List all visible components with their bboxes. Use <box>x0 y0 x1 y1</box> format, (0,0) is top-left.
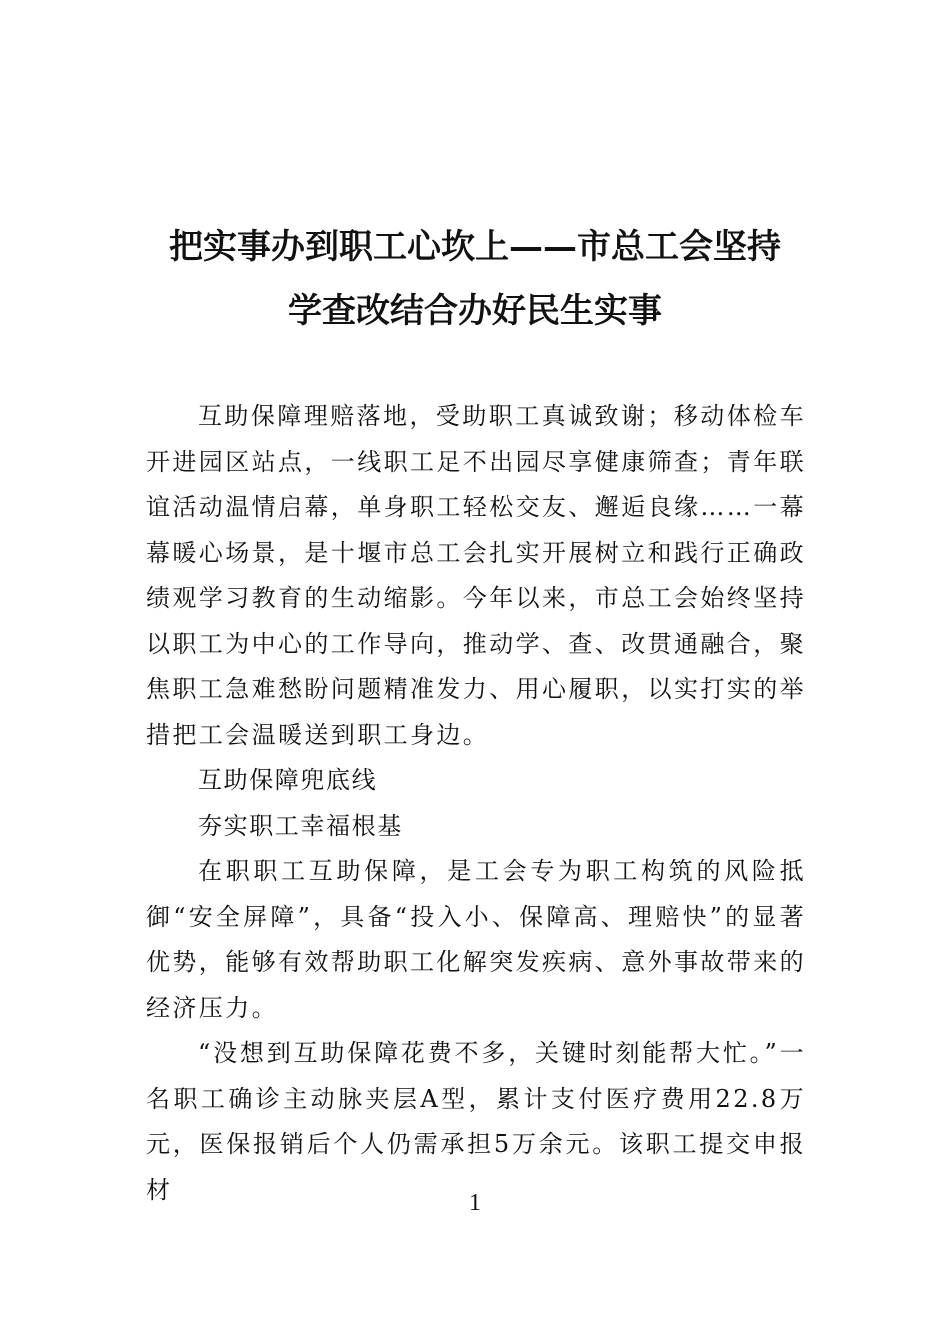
document-title <box>146 215 804 343</box>
body-paragraph-intro: 互助保障理赔落地，受助职工真诚致谢；移动体检车开进园区站点，一线职工足不出园尽享健康筛查；青年联谊活动温情启幕，单身职工轻松交友、邂逅良缘……一幕幕暖心场景，是十堰市总工会扎实开展树立和践行正确政绩观学习教育的生动缩影。今年以来，市总工会始终坚持以职工为中心的工作导向，推动学、查、改贯通融合，聚焦职工急难愁盼问题精准发力、用心履职，以实打实的举措把工会温暖送到职工身边。 <box>146 402 806 749</box>
section-heading-line-1: 互助保障兜底线 <box>198 766 378 794</box>
section-heading-line-2: 夯实职工幸福根基 <box>198 811 403 840</box>
title-line-1: 把实事办到职工心坎上——市总工会坚持 <box>169 226 781 267</box>
body-paragraph-case: “没想到互助保障花费不多，关键时刻能帮大忙。”一名职工确诊主动脉夹层A型，累计支付医疗费用22.8万元，医保报销后个人仍需承担5万余元。该职工提交申报材 <box>146 1039 806 1204</box>
document-body <box>146 394 806 1213</box>
title-line-2: 学查改结合办好民生实事 <box>288 290 662 331</box>
page-number: 1 <box>469 1190 481 1216</box>
body-paragraph-mutual-aid: 在职职工互助保障，是工会专为职工构筑的风险抵御“安全屏障”，具备“投入小、保障高、理赔快”的显著优势，能够有效帮助职工化解突发疾病、意外事故带来的经济压力。 <box>146 857 806 1022</box>
